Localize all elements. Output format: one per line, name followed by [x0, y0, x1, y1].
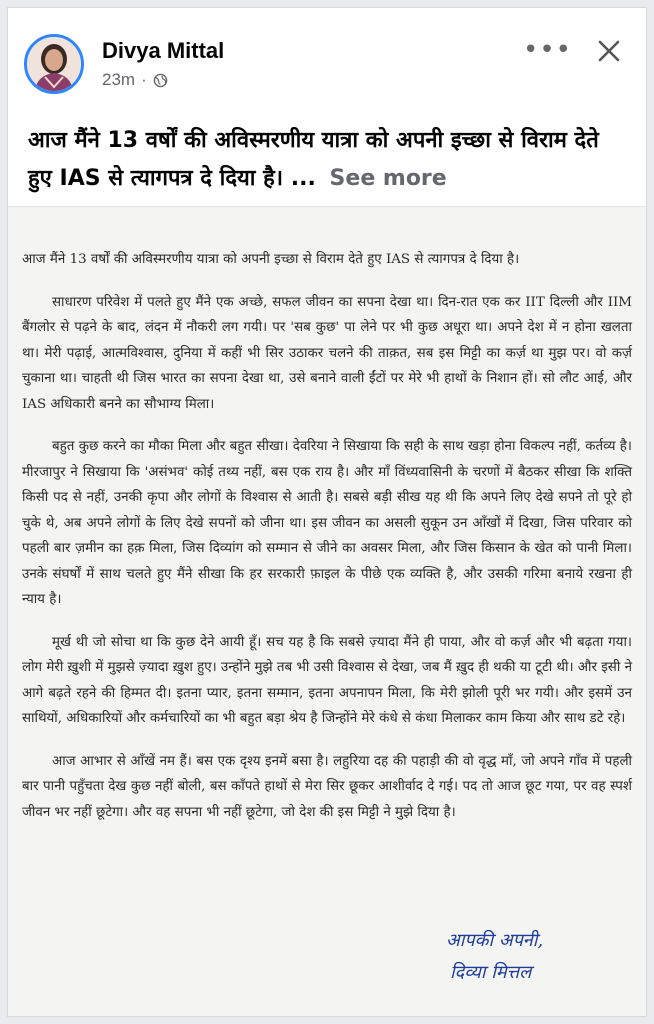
letter-paragraph-1: आज मैंने 13 वर्षों की अविस्मरणीय यात्रा को अपनी इच्छा से विराम देते हुए IAS से त्यागपत्र दे दिया है।: [22, 252, 520, 267]
signature-name: दिव्या मित्तल: [450, 962, 532, 983]
avatar-photo-icon: [27, 37, 81, 91]
letter-paragraph-4: मूर्ख थी जो सोचा था कि कुछ देने आयी हूँ। सच यह है कि सबसे ज़्यादा मैंने ही पाया, और वो कर्ज़ और भी बढ़ता गया। लोग मेरी ख़ुशी में मुझसे ज़्यादा ख़ुश हुए। उन्होंने मुझे तब भी उसी विश्वास से देखा, जब मैं ख़ुद ही थकी या टूटी थी। और इसी ने आगे बढ़ते रहने की हिम्मत दी। इतना प्यार, इतना सम्मान, इतना अपनापन मिला, कि मेरी झोली पूरी भर गयी। और इसमें उन साथियों, अधिकारियों और कर्मचारियों का भी बहुत बड़ा श्रेय है जिन्होंने मेरे कंधे से कंधा मिलाकर काम किया और साथ डटे रहे।: [22, 634, 633, 726]
post-meta: [102, 70, 168, 90]
post-caption: [28, 122, 628, 198]
signature-closing: आपकी अपनी,: [446, 930, 544, 951]
letter-paragraph-5: आज आभार से आँखें नम हैं। बस एक दृश्य इनमें बसा है। लहुरिया दह की पहाड़ी की वो वृद्ध माँ, जो अपने गाँव में पहली बार पानी पहुँचता देख कुछ नहीं बोली, बस काँपते हाथों से मेरा सिर छूकर आशीर्वाद दे गई। पद तो आज छूट गया, पर वह स्पर्श जीवन भर नहीं छूटेगा। और वह सपना भी नहीं छूटेगा, जो देश की इस मिट्टी ने मुझे दिया है।: [22, 753, 632, 820]
avatar[interactable]: [24, 34, 84, 94]
letter-paragraph-3: बहुत कुछ करने का मौका मिला और बहुत सीखा। देवरिया ने सिखाया कि सही के साथ खड़ा होना विकल्प नहीं, कर्तव्य है। मीरजापुर ने सिखाया कि 'असंभव' कोई तथ्य नहीं, बस एक राय है। और माँ विंध्यवासिनी के चरणों में बैठकर सीखा कि शक्ति किसी पद से नहीं, उनकी कृपा और लोगों के विश्वास से आती है। सबसे बड़ी सीख यह थी कि अपने लिए देखे सपने तो पूरे हो चुके थे, अब अपने लोगों के लिए देखे सपनों को जीना था। इस जीवन का असली सुकून उन आँखों में दिखा, जिस परिवार को पहली बार ज़मीन का हक़ मिला, जिस दिव्यांग को सम्मान से जीने का अवसर मिला, और जिस किसान के खेत को पानी मिला। उनके संघर्षों में साथ चलते हुए मैंने सीखा कि हर सरकारी फ़ाइल के पीछे एक व्यक्ति है, और उसकी गरिमा बनाये रखना ही न्याय है।: [22, 439, 632, 607]
post-header: [20, 34, 634, 96]
caption-text: आज मैंने 13 वर्षों की अविस्मरणीय यात्रा को अपनी इच्छा से विराम देते हुए IAS से त्यागपत्र दे दिया है। ...: [28, 128, 599, 191]
author-name[interactable]: Divya Mittal: [102, 38, 225, 63]
post-time[interactable]: 23m: [102, 70, 136, 89]
close-icon[interactable]: [594, 36, 624, 66]
letter-body: [22, 247, 632, 842]
more-options-button[interactable]: •••: [522, 35, 572, 65]
globe-icon[interactable]: [153, 73, 168, 88]
letter-paragraph-2: साधारण परिवेश में पलते हुए मैंने एक अच्छे, सफल जीवन का सपना देखा था। दिन-रात एक कर IIT दिल्ली और IIM बैंगलोर से पढ़ने के बाद, लंदन में नौकरी लग गयी। पर 'सब कुछ' पा लेने पर भी कुछ अधूरा था। अपने देश में न होना खलता था। मेरी पढ़ाई, आत्मविश्वास, दुनिया में कहीं भी सिर उठाकर चलने की ताक़त, सब इस मिट्टी का कर्ज़ था मुझ पर। वो कर्ज़ चुकाना था। चाहती थी जिस भारत का सपना देखा था, उसे बनाने वाली ईंटों पर मेरे भी हाथों के निशान हों। सो लौट आई, और IAS अधिकारी बनने का सौभाग्य मिला।: [22, 294, 632, 412]
letter-image[interactable]: [8, 206, 647, 1017]
handwritten-signature: [446, 925, 543, 989]
see-more-link[interactable]: See more: [329, 166, 447, 191]
post-card: [7, 7, 647, 1017]
meta-separator: ·: [141, 70, 147, 89]
